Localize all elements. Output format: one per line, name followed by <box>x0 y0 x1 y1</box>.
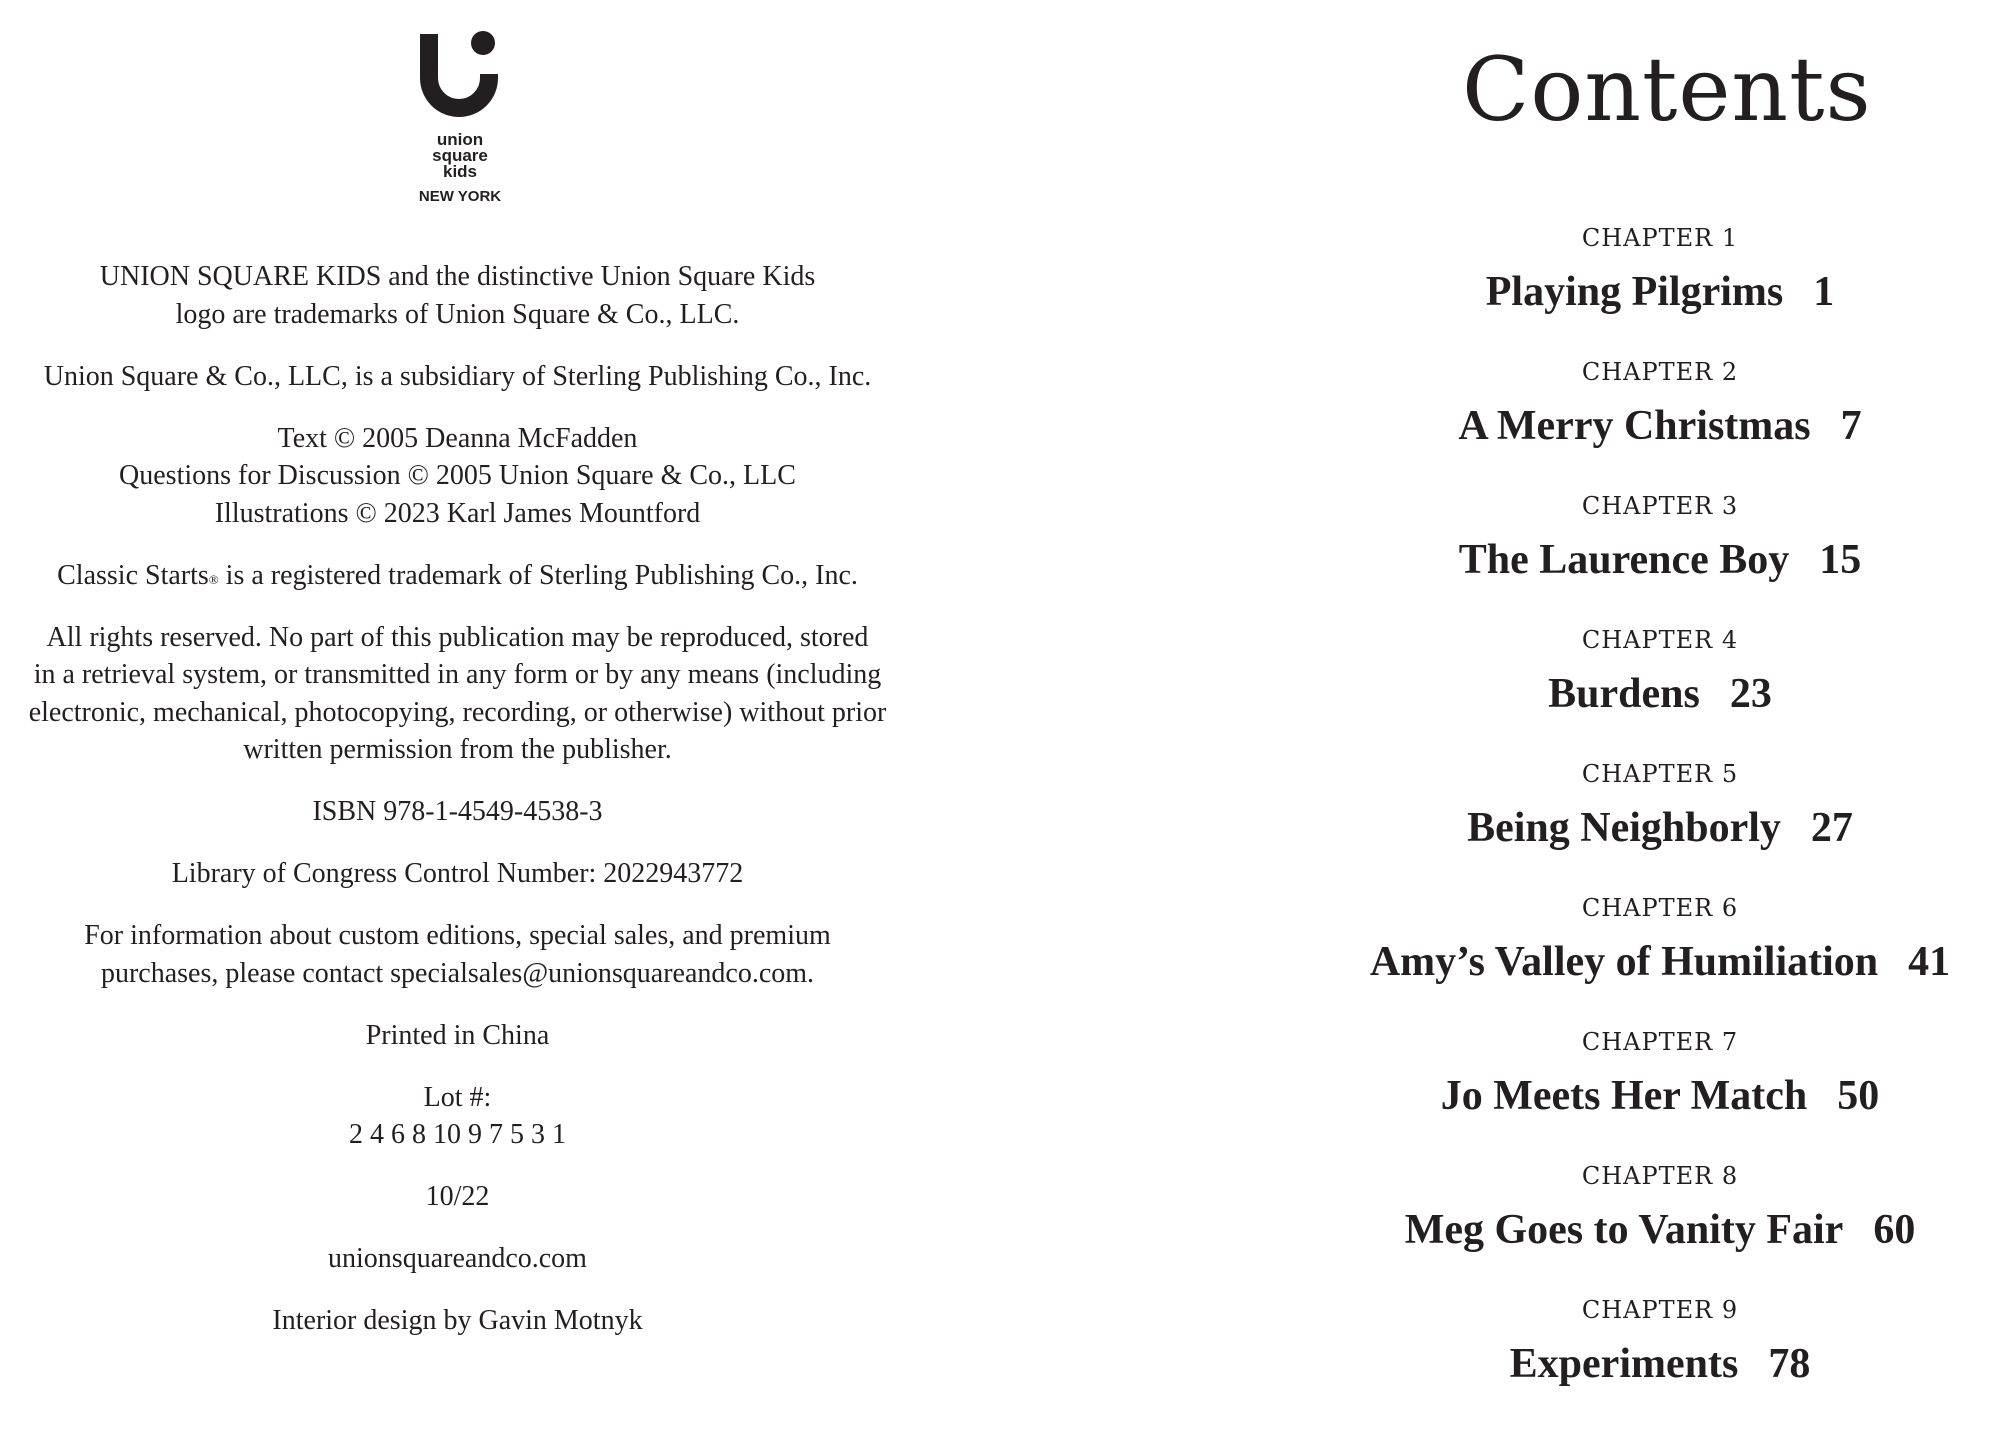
publisher-logo <box>405 28 515 213</box>
copyright-line: Classic Starts® is a registered trademark of Sterling Publishing Co., Inc. <box>57 559 858 591</box>
chapter-label: CHAPTER 6 <box>1581 894 1739 922</box>
copyright-line: unionsquareandco.com <box>328 1243 587 1274</box>
chapter-page-number: 15 <box>1819 537 1862 583</box>
chapter-page-number: 50 <box>1837 1073 1880 1119</box>
union-square-kids-logo-mark <box>419 28 501 118</box>
copyright-line: 10/22 <box>425 1181 490 1212</box>
chapter-title-line <box>1300 938 2000 986</box>
toc-entry <box>1300 1296 2000 1430</box>
chapter-title-line <box>1300 402 2000 450</box>
copyright-line: Lot #: <box>423 1081 492 1113</box>
chapter-title-line <box>1300 536 2000 584</box>
chapter-label: CHAPTER 5 <box>1581 760 1739 788</box>
chapter-page-number: 7 <box>1840 403 1862 449</box>
copyright-line: Text © 2005 Deanna McFadden <box>277 422 638 454</box>
copyright-line: ISBN 978-1-4549-4538-3 <box>312 796 603 827</box>
copyright-paragraph <box>0 557 915 595</box>
copyright-paragraph <box>0 855 915 893</box>
copyright-paragraph <box>0 619 915 769</box>
chapter-title-line <box>1300 670 2000 718</box>
copyright-paragraph <box>0 917 915 992</box>
copyright-line: logo are trademarks of Union Square & Co., LLC. <box>175 298 740 330</box>
chapter-title: A Merry Christmas <box>1458 403 1811 449</box>
chapter-label: CHAPTER 2 <box>1581 358 1739 386</box>
copyright-line: in a retrieval system, or transmitted in any form or by any means (including <box>33 659 882 690</box>
logo-wordmark <box>405 132 515 180</box>
chapter-title-line <box>1300 268 2000 316</box>
copyright-paragraph <box>0 1240 915 1278</box>
chapter-title-line <box>1300 1206 2000 1254</box>
toc-entry <box>1300 1028 2000 1162</box>
copyright-line: purchases, please contact specialsales@unionsquareandco.com. <box>100 957 815 989</box>
copyright-paragraph <box>0 1079 915 1154</box>
copyright-line: Library of Congress Control Number: 2022943772 <box>171 858 744 889</box>
copyright-line: Printed in China <box>365 1019 550 1051</box>
copyright-paragraph <box>0 793 915 831</box>
copyright-text <box>0 258 915 1364</box>
copyright-page <box>0 0 915 1395</box>
chapter-title-line <box>1300 1340 2000 1388</box>
toc-entry <box>1300 492 2000 626</box>
chapter-page-number: 23 <box>1729 671 1772 717</box>
toc-entry <box>1300 894 2000 1028</box>
toc-entry <box>1300 224 2000 358</box>
toc-entry <box>1300 626 2000 760</box>
chapter-page-number: 1 <box>1813 269 1835 315</box>
chapter-page-number: 78 <box>1768 1341 1811 1387</box>
logo-word: square <box>432 146 488 165</box>
chapter-title-line <box>1300 804 2000 852</box>
chapter-title: Amy’s Valley of Humiliation <box>1369 939 1879 985</box>
copyright-line: 2 4 6 8 10 9 7 5 3 1 <box>349 1119 566 1150</box>
chapter-label: CHAPTER 8 <box>1581 1162 1739 1190</box>
copyright-paragraph <box>0 358 915 396</box>
chapter-title: Burdens <box>1548 671 1700 717</box>
logo-word: kids <box>442 162 478 181</box>
chapter-page-number: 41 <box>1908 939 1951 985</box>
copyright-line: Interior design by Gavin Motnyk <box>272 1305 643 1336</box>
copyright-line: written permission from the publisher. <box>243 734 672 765</box>
chapter-title: The Laurence Boy <box>1458 537 1790 583</box>
copyright-paragraph <box>0 1302 915 1340</box>
chapter-label: CHAPTER 9 <box>1581 1296 1739 1324</box>
chapter-page-number: 60 <box>1873 1207 1916 1253</box>
chapter-page-number: 27 <box>1810 805 1853 851</box>
copyright-paragraph <box>0 258 915 333</box>
toc-entry <box>1300 760 2000 894</box>
contents-title: Contents <box>1462 38 1872 141</box>
table-of-contents <box>1300 224 2000 1430</box>
toc-entry <box>1300 358 2000 492</box>
logo-word: union <box>436 130 484 149</box>
copyright-paragraph <box>0 1178 915 1216</box>
chapter-label: CHAPTER 3 <box>1581 492 1739 520</box>
toc-entry <box>1300 1162 2000 1296</box>
chapter-title-line <box>1300 1072 2000 1120</box>
copyright-line: UNION SQUARE KIDS and the distinctive Union Square Kids <box>99 261 816 292</box>
copyright-paragraph <box>0 420 915 533</box>
chapter-label: CHAPTER 4 <box>1581 626 1739 654</box>
chapter-title: Experiments <box>1509 1341 1739 1387</box>
chapter-title: Playing Pilgrims <box>1485 269 1784 315</box>
logo-city: NEW YORK <box>418 188 502 205</box>
copyright-line: Illustrations © 2023 Karl James Mountford <box>214 497 701 529</box>
chapter-title: Jo Meets Her Match <box>1440 1073 1808 1119</box>
chapter-title: Being Neighborly <box>1467 805 1781 851</box>
copyright-line: Questions for Discussion © 2005 Union Square & Co., LLC <box>119 460 796 491</box>
chapter-title: Meg Goes to Vanity Fair <box>1404 1207 1844 1253</box>
chapter-label: CHAPTER 1 <box>1581 224 1739 252</box>
copyright-line: Union Square & Co., LLC, is a subsidiary of Sterling Publishing Co., Inc. <box>43 360 872 392</box>
chapter-label: CHAPTER 7 <box>1581 1028 1739 1056</box>
copyright-line: electronic, mechanical, photocopying, recording, or otherwise) without prior <box>28 696 887 728</box>
copyright-line: For information about custom editions, special sales, and premium <box>84 920 831 951</box>
copyright-paragraph <box>0 1017 915 1055</box>
copyright-line: All rights reserved. No part of this publication may be reproduced, stored <box>46 621 869 653</box>
